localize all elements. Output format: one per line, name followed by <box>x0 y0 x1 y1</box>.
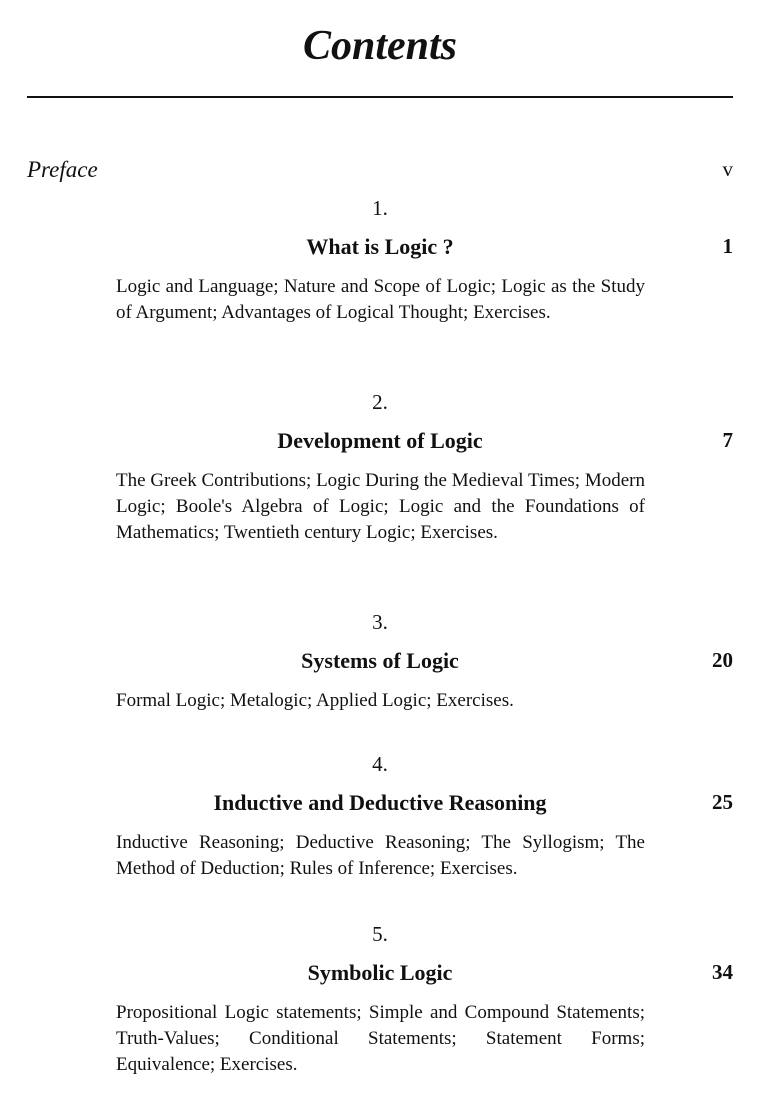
chapter-title: Systems of Logic <box>301 648 459 673</box>
preface-page: v <box>722 157 733 181</box>
chapter-page: 25 <box>712 790 733 814</box>
chapter-page: 34 <box>712 960 733 984</box>
chapter-title: Development of Logic <box>277 428 483 453</box>
preface-entry: Preface <box>27 157 98 182</box>
chapter-page: 7 <box>722 428 733 452</box>
chapter-title: Symbolic Logic <box>307 960 453 985</box>
chapter-page: 1 <box>722 234 733 258</box>
chapter-description: Formal Logic; Metalogic; Applied Logic; Exercises. <box>116 690 514 711</box>
chapter-number: 5. <box>372 922 388 946</box>
chapter-description: Inductive Reasoning; Deductive Reasoning; The Syllogism; The Method of Deduction; Rules of Inference; Exercises. <box>116 832 645 879</box>
page-title: Contents <box>302 23 458 69</box>
chapter-page: 20 <box>712 648 733 672</box>
chapter-title: What is Logic ? <box>306 234 454 259</box>
chapter-number: 3. <box>372 610 388 634</box>
chapter-description: The Greek Contributions; Logic During the Medieval Times; Modern Logic; Boole's Algebra of Logic; Logic and the Foundations of Mathematics; Twentieth century Logic; Exercises. <box>116 470 645 543</box>
chapter-description: Propositional Logic statements; Simple and Compound Statements; Truth-Values; Conditional Statements; Statement Forms; Equivalence; Exercises. <box>116 1002 645 1075</box>
chapter-number: 1. <box>372 196 388 220</box>
chapter-number: 2. <box>372 390 388 414</box>
title-rule <box>27 96 733 98</box>
chapter-number: 4. <box>372 752 388 776</box>
chapter-description: Logic and Language; Nature and Scope of Logic; Logic as the Study of Argument; Advantages of Logical Thought; Exercises. <box>116 276 645 323</box>
chapter-title: Inductive and Deductive Reasoning <box>213 790 547 815</box>
